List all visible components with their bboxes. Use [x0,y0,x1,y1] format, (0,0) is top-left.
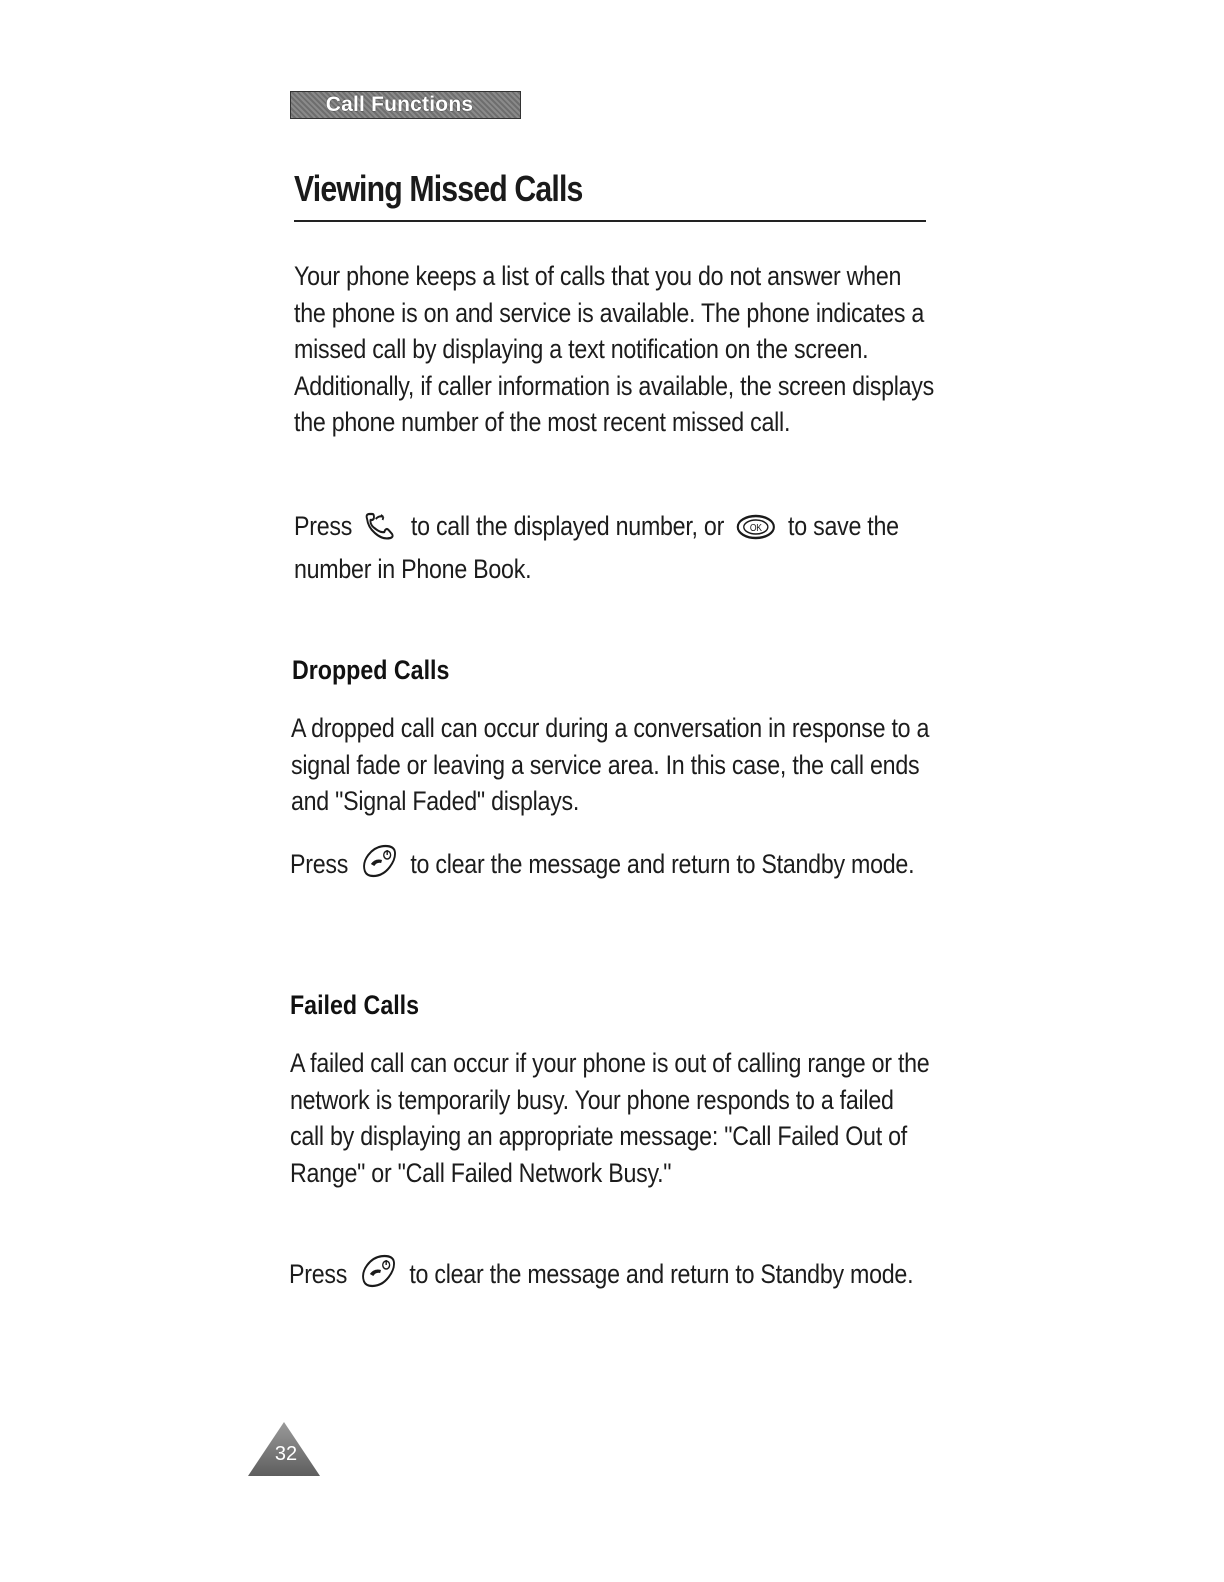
ok-key-icon [735,513,776,551]
press-send-middle: to call the displayed number, or [410,511,725,541]
press-send-end: to save the number in Phone Book. [294,511,899,584]
press-send-label: Press [294,511,353,541]
end-key-icon [358,1253,398,1299]
failed-press-paragraph [289,1253,930,1299]
title-rule [294,220,926,222]
dropped-press-paragraph [290,843,931,889]
failed-press-instruction: to clear the message and return to Standby mode. [409,1259,914,1289]
failed-calls-heading: Failed Calls [290,990,420,1020]
intro-paragraph: Your phone keeps a list of calls that you do not answer when the phone is on and service is available. The phone indicates a missed call by displaying a text notification on the screen. Additionally, if caller information is available, the screen displays the phone number of the most recent missed call. [294,261,935,437]
dropped-calls-paragraph: A dropped call can occur during a conversation in response to a signal fade or leaving a service area. In this case, the call ends and "Signal Faded" displays. [291,713,930,816]
section-tab-label: Call Functions [325,93,474,116]
failed-press-label: Press [289,1259,348,1289]
press-send-paragraph [294,508,935,587]
dropped-press-instruction: to clear the message and return to Standby mode. [410,849,915,879]
dropped-press-label: Press [290,849,349,879]
failed-calls-paragraph: A failed call can occur if your phone is out of calling range or the network is temporarily busy. Your phone responds to a failed call by displaying an appropriate message: "Call Failed Out of Range" or "Call Failed Network Busy." [290,1048,930,1188]
page-number: 32 [274,1443,298,1465]
page-title: Viewing Missed Calls [294,168,583,209]
section-tab [290,91,521,119]
ok-key-label: OK [750,522,762,534]
dropped-calls-heading: Dropped Calls [292,655,450,685]
send-key-icon [363,511,399,551]
end-key-icon [359,843,399,889]
